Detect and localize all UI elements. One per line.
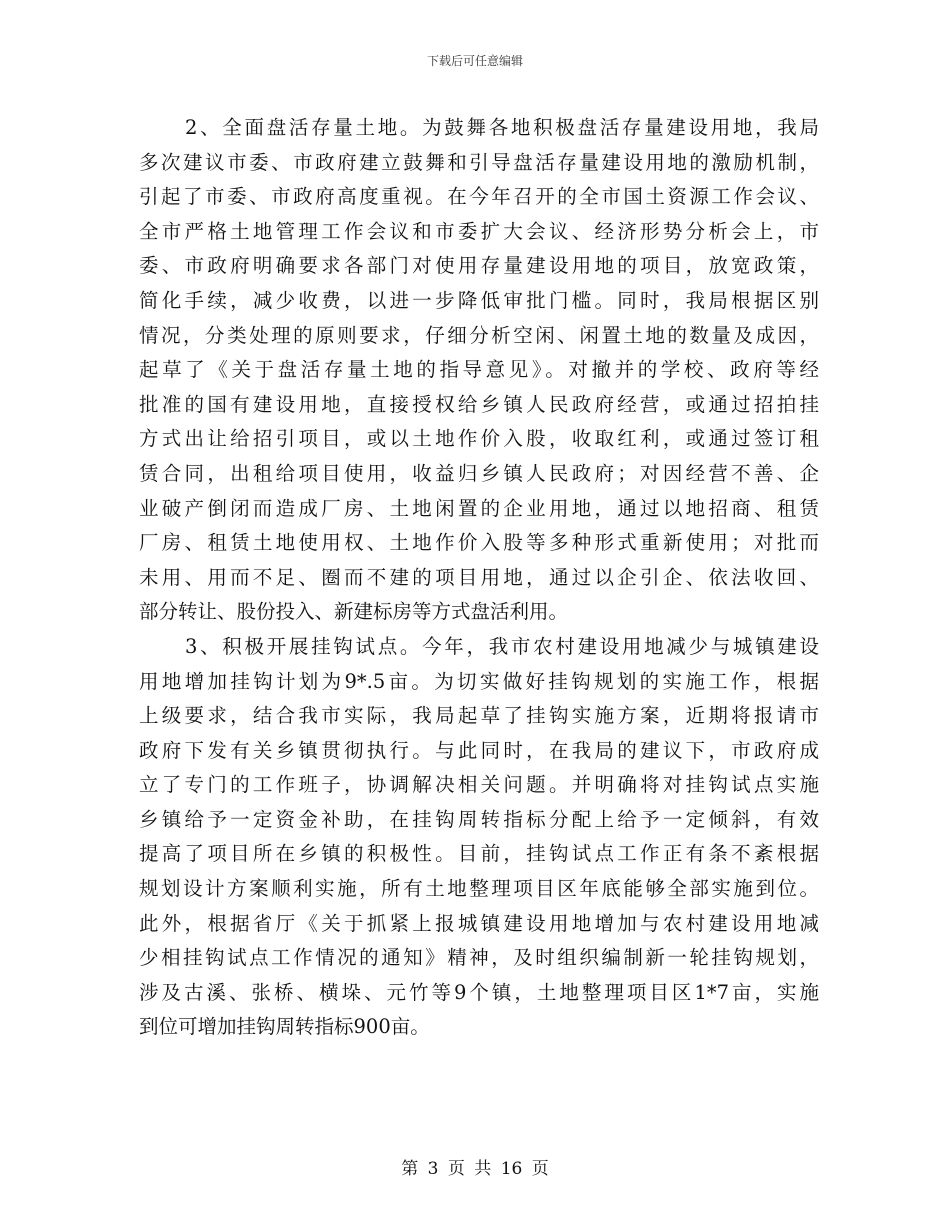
paragraph-linkage-pilot xyxy=(139,630,819,1045)
text-line: 厂房、租赁土地使用权、土地作价入股等多种形式重新使用；对批而 xyxy=(139,531,819,555)
page-header: 下载后可任意编辑 xyxy=(426,54,523,68)
text-line: 部分转让、股份投入、新建标房等方式盘活利用。 xyxy=(139,600,569,624)
text-line: 简化手续，减少收费，以进一步降低审批门槛。同时，我局根据区别 xyxy=(139,288,819,312)
text-line: 3、积极开展挂钩试点。今年，我市农村建设用地减少与城镇建设 xyxy=(185,634,819,658)
text-line: 委、市政府明确要求各部门对使用存量建设用地的项目，放宽政策， xyxy=(139,254,819,278)
text-line: 多次建议市委、市政府建立鼓舞和引导盘活存量建设用地的激励机制， xyxy=(139,150,819,174)
text-line: 起草了《关于盘活存量土地的指导意见》。对撤并的学校、政府等经 xyxy=(139,358,819,382)
text-line: 此外，根据省厅《关于抓紧上报城镇建设用地增加与农村建设用地减 xyxy=(139,911,819,935)
text-line: 引起了市委、市政府高度重视。在今年召开的全市国土资源工作会议、 xyxy=(139,185,819,209)
text-line: 用地增加挂钩计划为9*.5亩。为切实做好挂钩规划的实施工作，根据 xyxy=(139,669,819,693)
text-line: 涉及古溪、张桥、横垛、元竹等9个镇，土地整理项目区1*7亩，实施 xyxy=(139,980,819,1004)
text-line: 提高了项目所在乡镇的积极性。目前，挂钩试点工作正有条不紊根据 xyxy=(139,842,819,866)
page-number: 第 3 页 共 16 页 xyxy=(401,1159,549,1179)
text-line: 赁合同，出租给项目使用，收益归乡镇人民政府；对因经营不善、企 xyxy=(139,461,819,485)
text-line: 全市严格土地管理工作会议和市委扩大会议、经济形势分析会上，市 xyxy=(139,219,819,243)
text-line: 到位可增加挂钩周转指标900亩。 xyxy=(139,1015,430,1039)
text-line: 立了专门的工作班子，协调解决相关问题。并明确将对挂钩试点实施 xyxy=(139,773,819,797)
text-line: 乡镇给予一定资金补助，在挂钩周转指标分配上给予一定倾斜，有效 xyxy=(139,807,819,831)
text-line: 未用、用而不足、圈而不建的项目用地，通过以企引企、依法收回、 xyxy=(139,565,819,589)
text-line: 2、全面盘活存量土地。为鼓舞各地积极盘活存量建设用地，我局 xyxy=(185,116,819,139)
text-line: 批准的国有建设用地，直接授权给乡镇人民政府经营，或通过招拍挂 xyxy=(139,392,819,416)
text-line: 上级要求，结合我市实际，我局起草了挂钩实施方案，近期将报请市 xyxy=(139,704,819,728)
text-line: 规划设计方案顺利实施，所有土地整理项目区年底能够全部实施到位。 xyxy=(139,877,819,901)
text-line: 业破产倒闭而造成厂房、土地闲置的企业用地，通过以地招商、租赁 xyxy=(139,496,819,520)
text-line: 方式出让给招引项目，或以土地作价入股，收取红利，或通过签订租 xyxy=(139,427,819,451)
document-body xyxy=(139,111,819,1045)
text-line: 少相挂钩试点工作情况的通知》精神，及时组织编制新一轮挂钩规划， xyxy=(139,946,819,970)
text-line: 政府下发有关乡镇贯彻执行。与此同时，在我局的建议下，市政府成 xyxy=(139,738,819,762)
paragraph-land-revitalization xyxy=(139,111,819,630)
text-line: 情况，分类处理的原则要求，仔细分析空闲、闲置土地的数量及成因， xyxy=(139,323,819,347)
